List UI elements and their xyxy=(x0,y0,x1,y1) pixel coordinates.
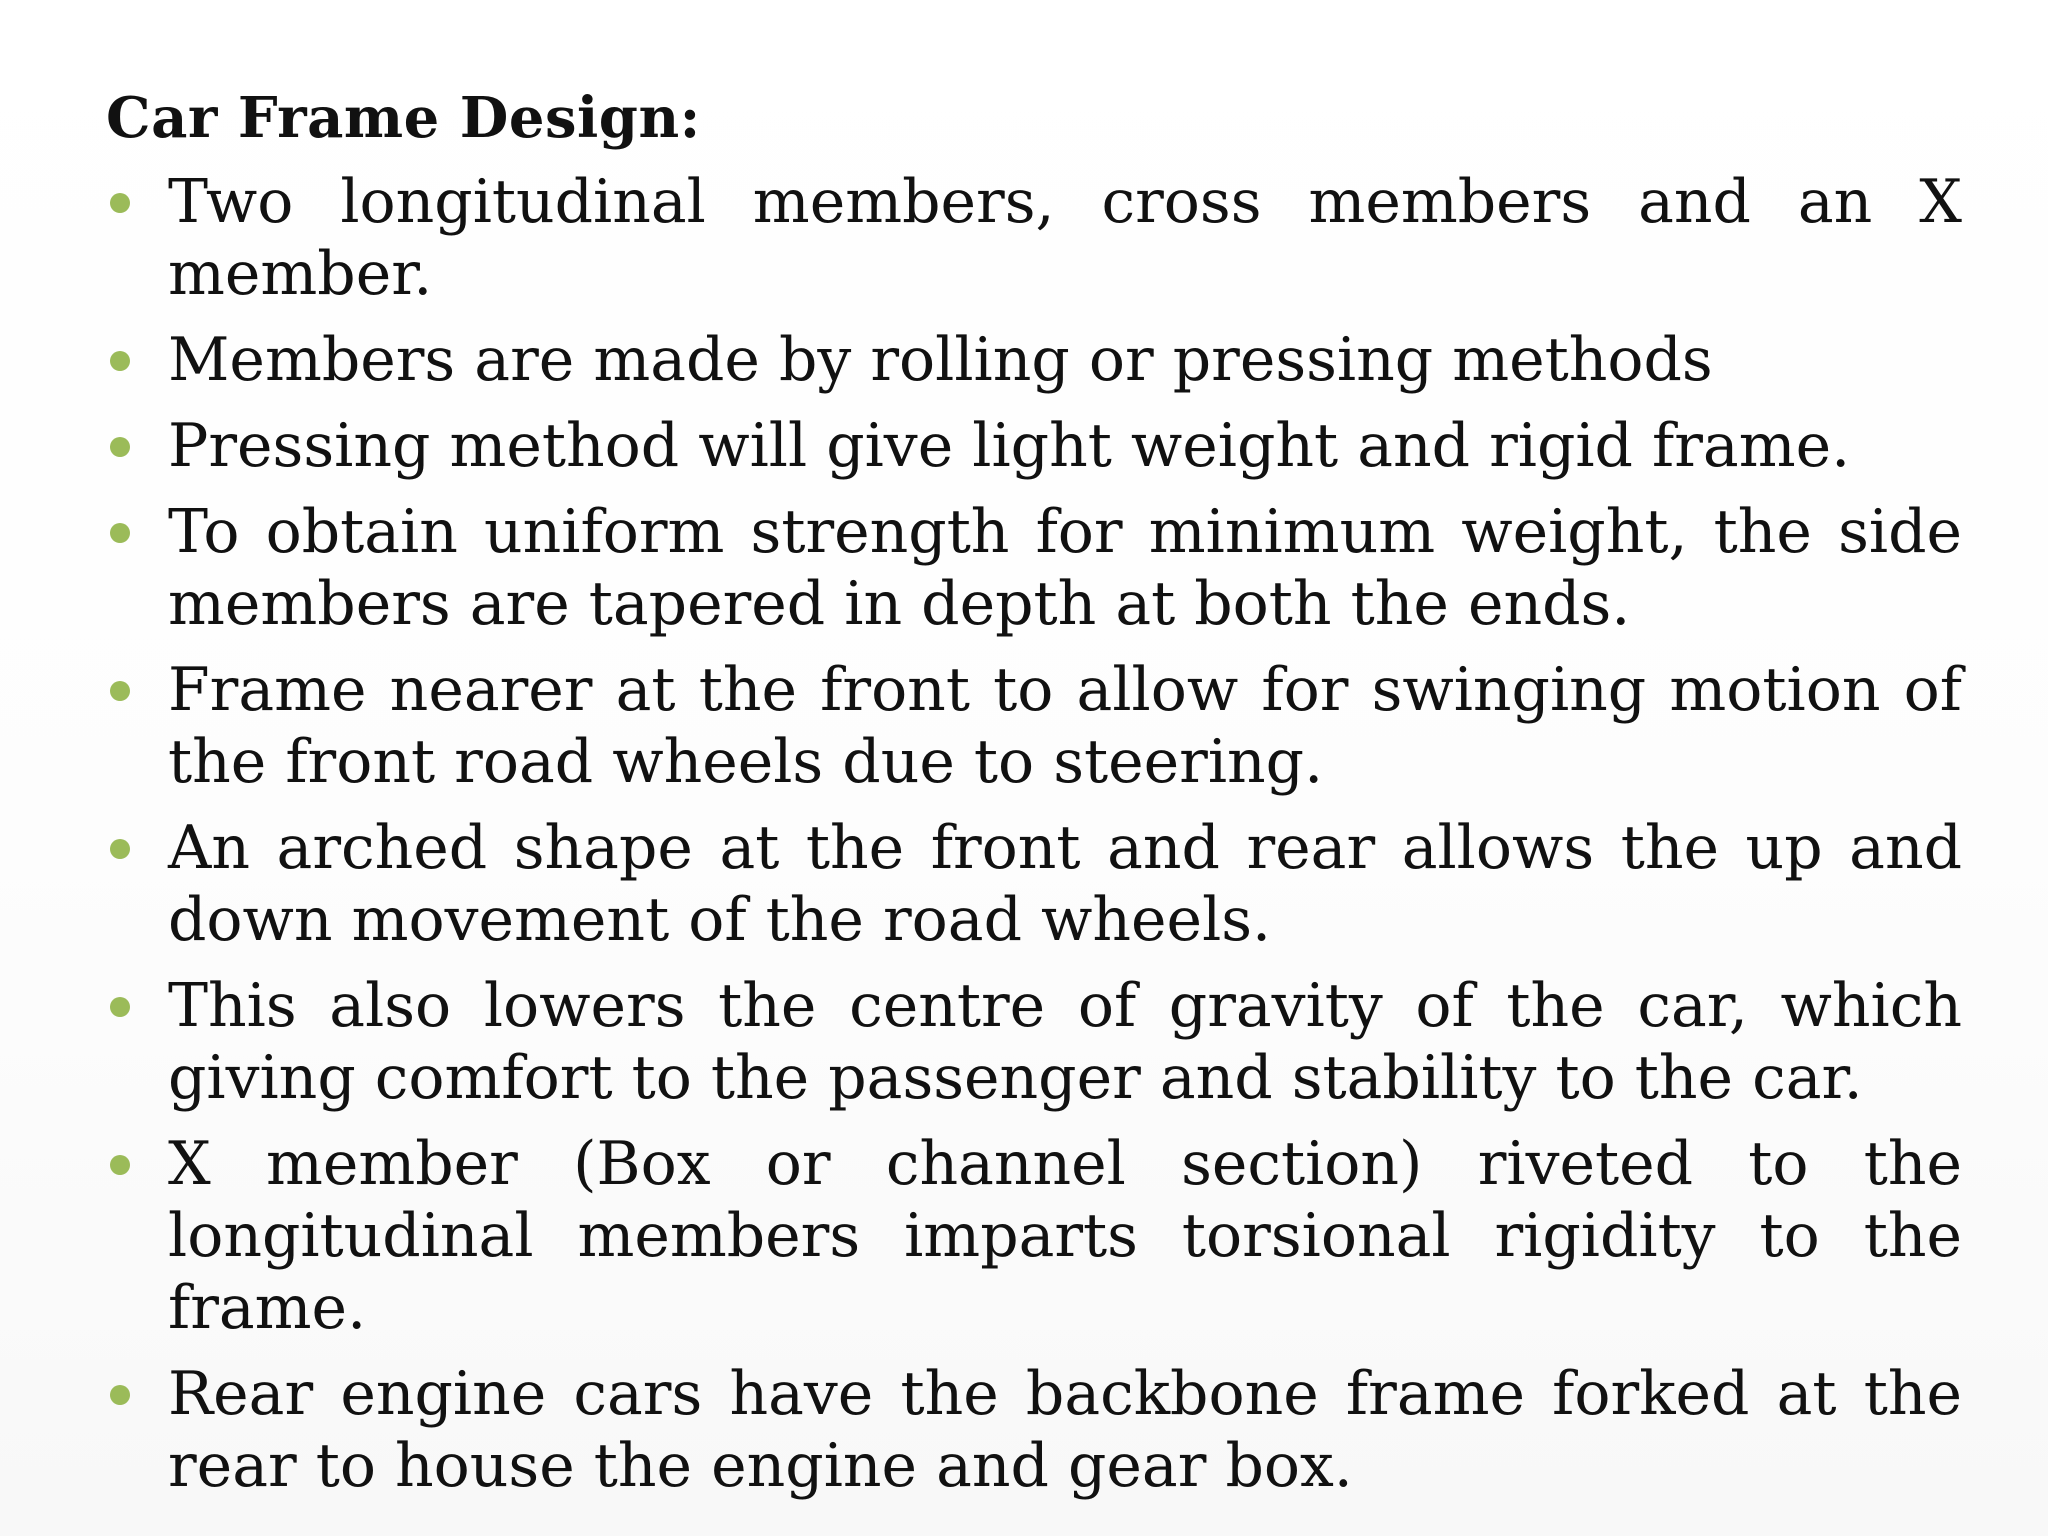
bullet-text: Members are made by rolling or pressing methods xyxy=(168,325,1713,395)
bullet-dot-icon xyxy=(110,681,130,701)
bullet-dot-icon xyxy=(110,351,130,371)
bullet-item xyxy=(106,654,1962,798)
bullet-item xyxy=(106,496,1962,640)
bullet-item xyxy=(106,1128,1962,1344)
bullet-dot-icon xyxy=(110,839,130,859)
bullet-list xyxy=(106,166,1962,1516)
bullet-item xyxy=(106,812,1962,956)
bullet-dot-icon xyxy=(110,1155,130,1175)
bullet-item xyxy=(106,324,1962,396)
bullet-text: This also lowers the centre of gravity of the car, which giving comfort to the passenger and stability to the car. xyxy=(168,971,1962,1113)
bullet-text: To obtain uniform strength for minimum weight, the side members are tapered in depth at both the ends. xyxy=(168,497,1962,639)
bullet-text: An arched shape at the front and rear allows the up and down movement of the road wheels. xyxy=(168,813,1962,955)
bullet-item xyxy=(106,166,1962,310)
bullet-dot-icon xyxy=(110,523,130,543)
bullet-item xyxy=(106,410,1962,482)
bullet-text: Pressing method will give light weight and rigid frame. xyxy=(168,411,1851,481)
bullet-text: Two longitudinal members, cross members and an X member. xyxy=(168,167,1962,309)
bullet-text: Frame nearer at the front to allow for swinging motion of the front road wheels due to steering. xyxy=(168,655,1962,797)
bullet-item xyxy=(106,970,1962,1114)
bullet-item xyxy=(106,1358,1962,1502)
bullet-text: Rear engine cars have the backbone frame forked at the rear to house the engine and gear box. xyxy=(168,1359,1962,1501)
bullet-dot-icon xyxy=(110,997,130,1017)
bullet-text: X member (Box or channel section) riveted to the longitudinal members imparts torsional rigidity to the frame. xyxy=(168,1129,1962,1343)
bullet-dot-icon xyxy=(110,437,130,457)
slide-title: Car Frame Design: xyxy=(106,85,701,151)
bullet-dot-icon xyxy=(110,1385,130,1405)
bullet-dot-icon xyxy=(110,193,130,213)
